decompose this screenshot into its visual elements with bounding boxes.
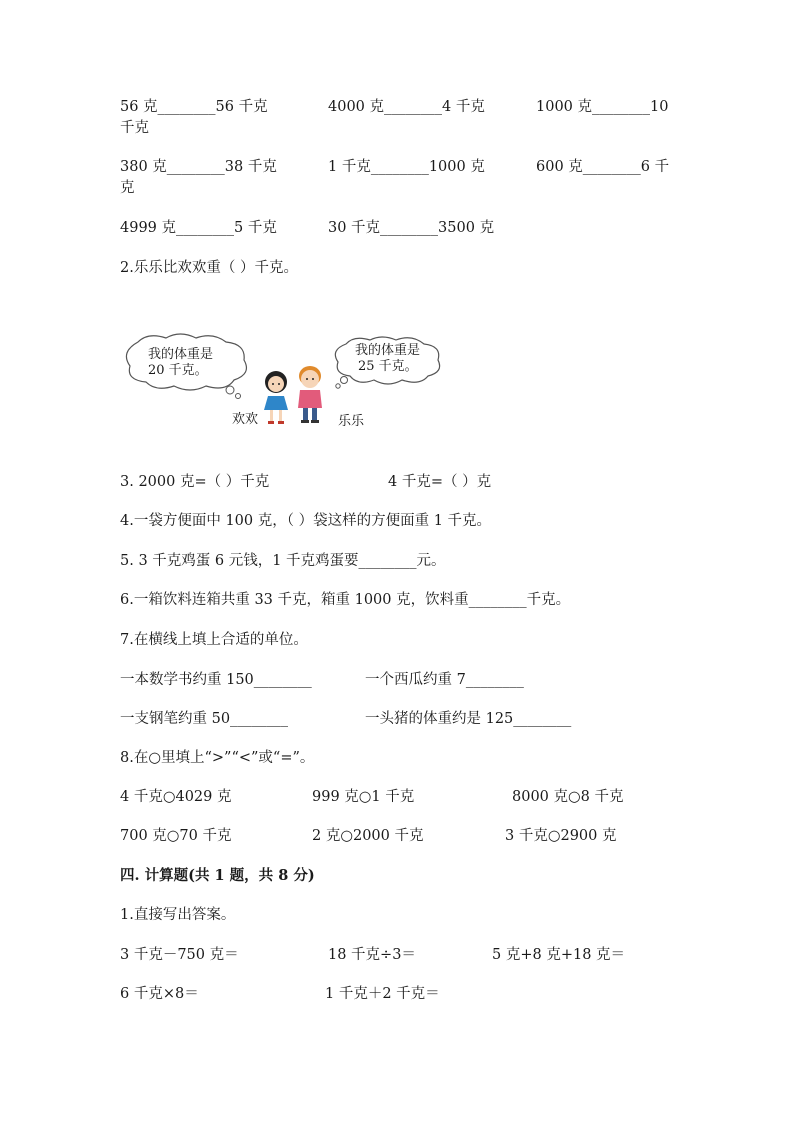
calc-item: 1 千克＋2 千克＝ [325,986,440,1002]
q1-wrap: 千克 [120,120,149,136]
calc-item: 3 千克－750 克＝ [120,947,239,963]
q1-item: 380 克________38 千克 [120,159,277,175]
q1-item: 600 克________6 千 [536,159,670,175]
section-4-q1-title: 1.直接写出答案。 [120,907,236,923]
q3-part-b: 4 千克=（ ）克 [388,474,492,490]
q1-item: 30 千克________3500 克 [328,220,495,236]
boy-figure [290,364,330,426]
q8-item: 4 千克○4029 克 [120,789,232,805]
left-bubble-line1: 我的体重是 [148,347,214,362]
q8-item: 8000 克○8 千克 [512,789,624,805]
q7-item: 一支钢笔约重 50________ [120,711,289,727]
q6-question: 6.一箱饮料连箱共重 33 千克，箱重 1000 克，饮料重________千克。 [120,592,571,608]
q1-item: 4999 克________5 千克 [120,220,277,236]
q1-item: 1 千克________1000 克 [328,159,485,175]
boy-name-label: 乐乐 [338,414,365,429]
q7-title: 7.在横线上填上合适的单位。 [120,632,308,648]
q8-item: 2 克○2000 千克 [312,828,424,844]
left-bubble-line2: 20 千克。 [148,363,208,378]
q8-item: 700 克○70 千克 [120,828,232,844]
right-bubble-line1: 我的体重是 [355,343,421,358]
section-4-title: 四. 计算题(共 1 题，共 8 分) [120,867,315,884]
q1-item: 56 克________56 千克 [120,99,268,115]
q1-wrap: 克 [120,180,135,196]
q1-item: 1000 克________10 [536,99,669,115]
q4-question: 4.一袋方便面中 100 克，（ ）袋这样的方便面重 1 千克。 [120,513,492,529]
q8-item: 3 千克○2900 克 [505,828,617,844]
q3-part-a: 3. 2000 克=（ ）千克 [120,474,270,490]
q7-item: 一个西瓜约重 7________ [365,672,524,688]
calc-item: 18 千克÷3＝ [328,947,416,963]
girl-figure [258,370,294,426]
girl-name-label: 欢欢 [232,412,259,427]
q8-title: 8.在○里填上“>”“<”或“=”。 [120,750,315,766]
q1-item: 4000 克________4 千克 [328,99,485,115]
q7-item: 一头猪的体重约是 125________ [365,711,572,727]
calc-item: 6 千克×8＝ [120,986,199,1002]
q5-question: 5. 3 千克鸡蛋 6 元钱，1 千克鸡蛋要________元。 [120,553,446,569]
right-bubble-line2: 25 千克。 [358,359,418,374]
q2-question: 2.乐乐比欢欢重（ ）千克。 [120,260,298,276]
q8-item: 999 克○1 千克 [312,789,415,805]
calc-item: 5 克+8 克+18 克＝ [492,947,626,963]
q7-item: 一本数学书约重 150________ [120,672,312,688]
